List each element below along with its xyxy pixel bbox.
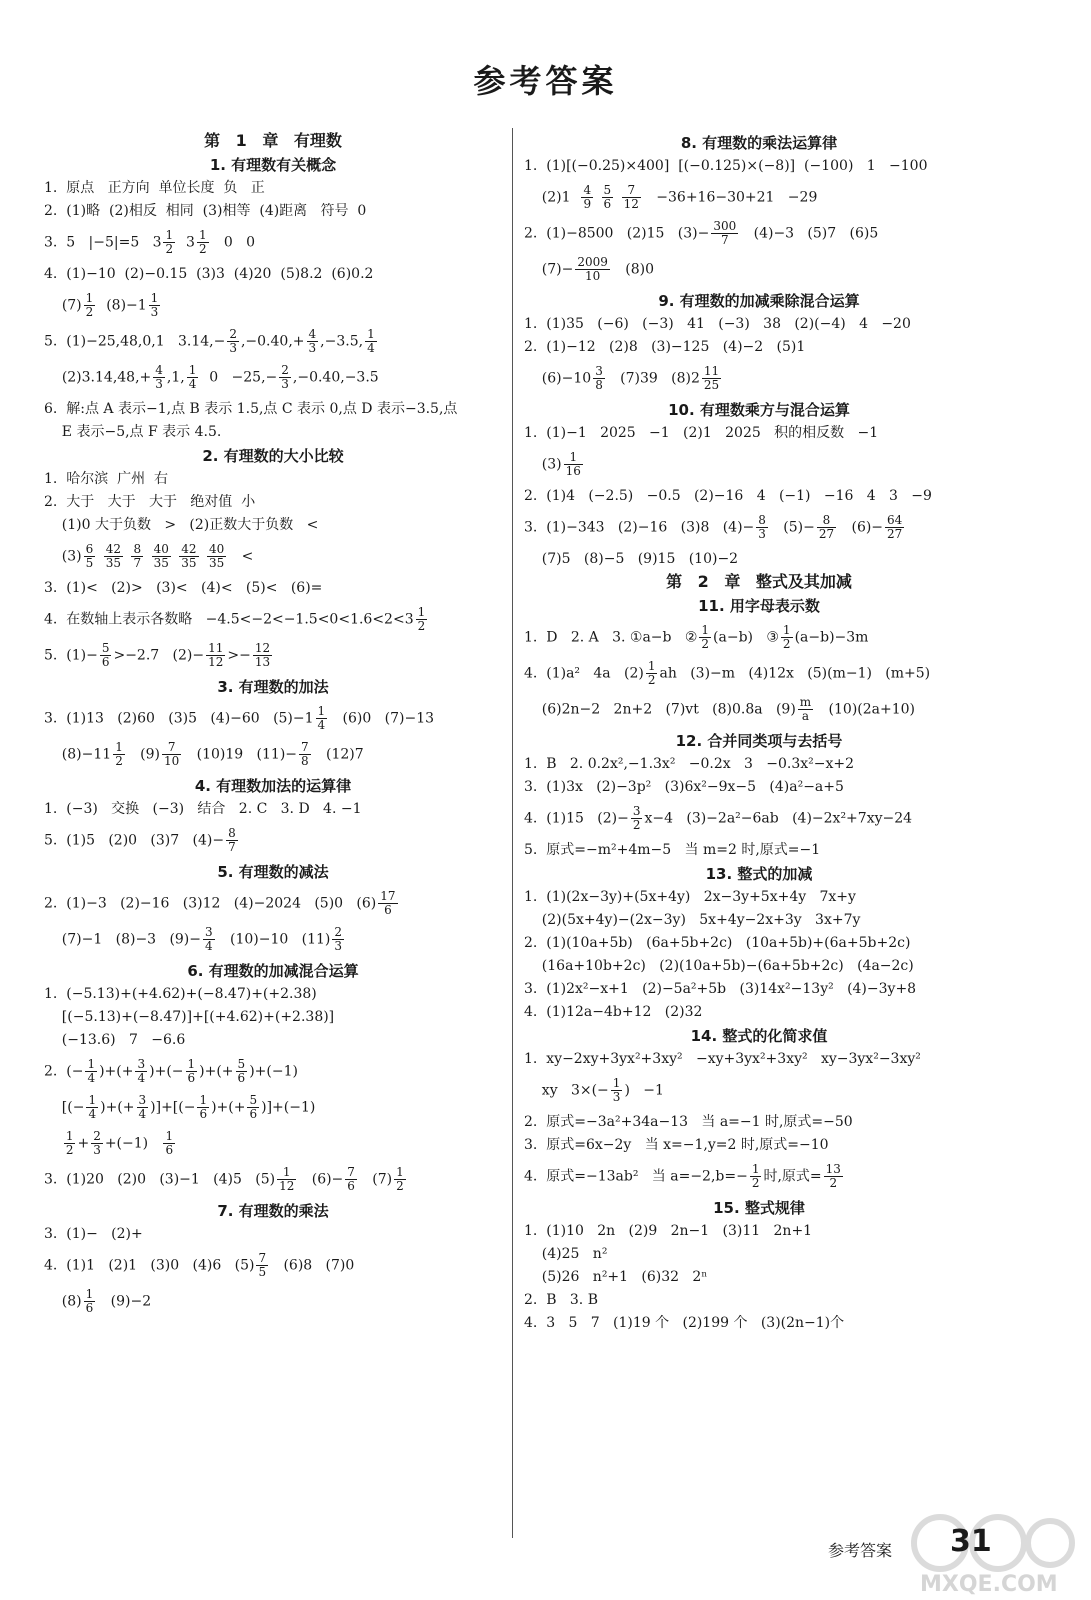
fraction-denominator: 6 [249, 1107, 258, 1121]
fraction [153, 364, 165, 391]
fraction-numerator: 8 [817, 514, 836, 528]
section-heading: 11. 用字母表示数 [698, 597, 820, 615]
fraction [646, 660, 658, 687]
fraction [365, 328, 377, 355]
fraction-numerator: 1 [277, 1166, 296, 1180]
fraction-numerator: 1 [317, 704, 326, 718]
fraction-numerator: 7 [258, 1251, 267, 1265]
answer-line: 1. 哈尔滨 广州 右 [44, 471, 169, 487]
fraction-numerator: 1 [88, 1093, 97, 1107]
fraction-numerator: 3 [595, 364, 603, 378]
answer-line: 5. (1)−25,48,0,1 3.14,− $\frac{2}{3}$ ,−0.40,+ $\frac{4}{3}$ ,−3.5, $\frac{1}{4}$ [44, 327, 375, 355]
fraction-denominator: a [801, 709, 810, 723]
fraction-denominator: 35 [105, 556, 122, 570]
answer-line: 3. (1)−343 (2)−16 (3)8 (4)− $\frac{8}{3}$ (5)− $\frac{8}{27}$ (6)− $\frac{64}{27}$ [524, 513, 903, 541]
fraction [781, 624, 793, 651]
answer-line: $\frac{1}{2}$ + $\frac{2}{3}$ +(−1) $\frac{1}{6}$ [65, 1129, 174, 1157]
fraction-numerator: 1 [782, 623, 791, 637]
answer-line: 3. 原式=6x−2y 当 x=−1,y=2 时,原式=−10 [524, 1137, 829, 1153]
section-heading: 5. 有理数的减法 [217, 863, 329, 881]
fraction-denominator: 2 [782, 637, 791, 651]
fraction [85, 1058, 97, 1085]
fraction-numerator: 300 [713, 219, 737, 233]
fraction-denominator: 16 [565, 464, 581, 478]
fraction-denominator: 6 [603, 197, 612, 211]
fraction-denominator: 6 [237, 1071, 246, 1085]
fraction-numerator: 17 [380, 889, 396, 903]
answer-line: (16a+10b+2c) (2)(10a+5b)−(6a+5b+2c) (4a−2c) [524, 958, 914, 974]
fraction [162, 741, 181, 768]
fraction [817, 514, 836, 541]
fraction-numerator: 3 [138, 1093, 147, 1107]
section-heading: 3. 有理数的加法 [217, 678, 329, 696]
fraction-numerator: 5 [237, 1057, 246, 1071]
answer-line: 3. (1)2x²−x+1 (2)−5a²+5b (3)14x²−13y² (4)−3y+8 [524, 981, 917, 997]
fraction-denominator: 8 [301, 754, 309, 768]
fraction-numerator: 1 [65, 1129, 74, 1143]
fraction [163, 1130, 175, 1157]
fraction [631, 805, 643, 832]
fraction [163, 229, 175, 256]
fraction-denominator: 4 [367, 341, 375, 355]
fraction-denominator: 2 [115, 754, 123, 768]
fraction-numerator: 40 [153, 542, 169, 556]
fraction-denominator: 4 [137, 1071, 146, 1085]
fraction [575, 256, 610, 283]
answer-line: 2. (1)−3 (2)−16 (3)12 (4)−2024 (5)0 (6) $\frac{17}{6}$ [44, 889, 396, 917]
fraction-numerator: 1 [417, 605, 426, 619]
answer-line: 3. (1)3x (2)−3p² (3)6x²−9x−5 (4)a²−a+5 [524, 779, 844, 795]
answer-line: 2. (1)略 (2)相反 相同 (3)相等 (4)距离 符号 0 [44, 203, 367, 219]
answer-line: E 表示−5,点 F 表示 4.5. [44, 424, 222, 440]
answer-line: 4. 3 5 7 (1)19 个 (2)199 个 (3)(2n−1)个 [524, 1315, 845, 1331]
answer-line: 2. (1)4 (−2.5) −0.5 (2)−16 4 (−1) −16 4 3 −9 [524, 488, 932, 504]
fraction-numerator: 40 [209, 542, 225, 556]
fraction [332, 926, 344, 953]
fraction-numerator: 5 [603, 183, 612, 197]
fraction-denominator: 2 [85, 305, 94, 319]
fraction-denominator: 3 [229, 341, 237, 355]
answer-line: (2)3.14,48,+ $\frac{4}{3}$ ,1, $\frac{1}{4}$ 0 −25,− $\frac{2}{3}$ ,−0.40,−3.5 [61, 363, 379, 391]
section-heading: 14. 整式的化简求值 [690, 1027, 828, 1045]
section-heading: 9. 有理数的加减乘除混合运算 [658, 292, 860, 310]
fraction [186, 1058, 198, 1085]
fraction [135, 1058, 147, 1085]
answer-line: 1. xy−2xy+3yx²+3xy² −xy+3yx²+3xy² xy−3yx²−3xy² [524, 1051, 921, 1067]
fraction-numerator: 1 [199, 1093, 208, 1107]
answer-line: 4. (1)1 (2)1 (3)0 (4)6 (5) $\frac{7}{5}$ (6)8 (7)0 [44, 1251, 355, 1279]
page-title: 参考答案 [473, 62, 618, 100]
fraction-numerator: 4 [308, 327, 317, 341]
fraction-denominator: 35 [209, 556, 225, 570]
fraction [86, 1094, 98, 1121]
fraction-denominator: 6 [101, 655, 110, 669]
fraction [227, 328, 239, 355]
fraction [699, 624, 711, 651]
fraction-denominator: 2 [65, 1143, 74, 1157]
fraction [137, 1094, 149, 1121]
fraction-numerator: 8 [228, 826, 236, 840]
fraction [622, 184, 641, 211]
fraction-numerator: 1 [751, 1162, 760, 1176]
fraction [307, 328, 319, 355]
fraction-numerator: 7 [347, 1165, 355, 1179]
fraction-numerator: 6 [85, 542, 94, 556]
fraction-numerator: m [799, 695, 812, 709]
fraction-numerator: 1 [87, 1057, 96, 1071]
fraction [187, 364, 199, 391]
fraction-denominator: 2 [165, 242, 174, 256]
fraction-denominator: 4 [88, 1107, 97, 1121]
fraction-denominator: 27 [818, 527, 835, 541]
section-heading: 15. 整式规律 [713, 1199, 805, 1217]
answer-line: 2. 原式=−3a²+34a−13 当 a=−1 时,原式=−50 [524, 1114, 853, 1130]
column-divider [512, 128, 513, 1538]
answer-line: 1. (1)−1 2025 −1 (2)1 2025 积的相反数 −1 [524, 425, 879, 441]
fraction-denominator: 4 [205, 939, 213, 953]
fraction [581, 184, 593, 211]
fraction [64, 1130, 76, 1157]
fraction-denominator: 3 [612, 1090, 621, 1104]
answer-line: (−13.6) 7 −6.6 [44, 1032, 186, 1048]
fraction-denominator: 2 [829, 1176, 838, 1190]
fraction [750, 1163, 762, 1190]
fraction-denominator: 4 [188, 377, 197, 391]
fraction-numerator: 13 [825, 1162, 841, 1176]
answer-line: 2. B 3. B [524, 1292, 598, 1308]
fraction-numerator: 5 [101, 641, 110, 655]
fraction [299, 741, 311, 768]
answer-line: (3) $\frac{1}{16}$ [524, 450, 581, 478]
fraction [131, 543, 143, 570]
answer-line: 1. (−5.13)+(+4.62)+(−8.47)+(+2.38) [44, 986, 317, 1002]
page-number: 31 [950, 1524, 992, 1559]
answer-line: (2)(5x+4y)−(2x−3y) 5x+4y−2x+3y 3x+7y [524, 912, 861, 928]
fraction-numerator: 1 [647, 659, 656, 673]
answer-line: 6. 解:点 A 表示−1,点 B 表示 1.5,点 C 表示 0,点 D 表示−3.5,点 [44, 401, 458, 417]
fraction-denominator: 7 [228, 840, 236, 854]
fraction [824, 1163, 843, 1190]
section-heading: 8. 有理数的乘法运算律 [680, 134, 838, 152]
fraction [206, 642, 225, 669]
fraction [702, 365, 721, 392]
answer-line: (7)5 (8)−5 (9)15 (10)−2 [524, 551, 739, 567]
answer-line: 2. (1)−12 (2)8 (3)−125 (4)−2 (5)1 [524, 339, 806, 355]
fraction [593, 365, 605, 392]
section-heading: 2. 有理数的大小比较 [202, 447, 344, 465]
section-heading: 7. 有理数的乘法 [217, 1202, 329, 1220]
answer-line: (8) $\frac{1}{6}$ (9)−2 [44, 1287, 152, 1315]
answer-line: (8)−11 $\frac{1}{2}$ (9) $\frac{7}{10}$ (10)19 (11)− $\frac{7}{8}$ (12)7 [44, 740, 364, 768]
fraction-denominator: 3 [93, 1143, 101, 1157]
fraction-numerator: 2 [93, 1129, 101, 1143]
fraction-denominator: 6 [199, 1107, 208, 1121]
answer-line: 3. (1)− (2)+ [44, 1226, 143, 1242]
fraction-numerator: 1 [165, 228, 174, 242]
fraction [84, 292, 96, 319]
answer-line: 3. (1)20 (2)0 (3)−1 (4)5 (5) $\frac{1}{12}$ (6)− $\frac{7}{6}$ (7) $\frac{1}{2}$ [44, 1165, 404, 1193]
fraction-denominator: 2 [701, 637, 710, 651]
fraction-numerator: 1 [188, 363, 197, 377]
fraction-denominator: 3 [334, 939, 343, 953]
section-heading: 6. 有理数的加减混合运算 [187, 962, 359, 980]
answer-line: 1. B 2. 0.2x²,−1.3x² −0.2x 3 −0.3x²−x+2 [524, 756, 855, 772]
fraction-numerator: 2 [281, 363, 289, 377]
answer-line: 1. (1)10 2n (2)9 2n−1 (3)11 2n+1 [524, 1223, 813, 1239]
answer-line: (3) $\frac{6}{5}$ $\frac{42}{35}$ $\frac{8}{7}$ $\frac{40}{35}$ $\frac{42}{35}$ $\frac{40}{35}$ < [44, 542, 254, 570]
fraction-denominator: 3 [281, 377, 289, 391]
fraction [798, 696, 813, 723]
section-heading: 10. 有理数乘方与混合运算 [668, 401, 850, 419]
fraction-denominator: 9 [583, 197, 592, 211]
fraction [277, 1166, 296, 1193]
fraction-numerator: 1 [150, 291, 159, 305]
fraction [207, 543, 226, 570]
fraction-numerator: 3 [632, 804, 641, 818]
fraction-numerator: 2 [334, 925, 343, 939]
fraction-numerator: 1 [85, 291, 94, 305]
fraction-denominator: 5 [258, 1265, 267, 1279]
fraction [104, 543, 123, 570]
chapter-heading: 第 1 章 有理数 [204, 131, 342, 150]
answer-line: 1. 原点 正方向 单位长度 负 正 [44, 180, 265, 196]
fraction-denominator: 10 [585, 269, 601, 283]
fraction [152, 543, 171, 570]
answer-line: (6)2n−2 2n+2 (7)vt (8)0.8a (9) $\frac{m}{a}$ (10)(2a+10) [524, 695, 915, 723]
answer-line: xy 3×(− $\frac{1}{3}$ ) −1 [524, 1076, 664, 1104]
left-column [44, 128, 502, 1324]
fraction [279, 364, 291, 391]
fraction-denominator: 6 [85, 1301, 94, 1315]
answer-line: 3. (1)< (2)> (3)< (4)< (5)< (6)= [44, 580, 323, 596]
fraction [611, 1077, 623, 1104]
fraction-denominator: 2 [751, 1176, 760, 1190]
fraction [84, 543, 96, 570]
fraction-denominator: 2 [632, 818, 641, 832]
answer-line: (5)26 n²+1 (6)32 2ⁿ [524, 1269, 708, 1285]
fraction [84, 1288, 96, 1315]
fraction [253, 642, 272, 669]
section-heading: 1. 有理数有关概念 [209, 156, 337, 174]
answer-line: 5. (1)5 (2)0 (3)7 (4)− $\frac{8}{7}$ [44, 826, 236, 854]
fraction [711, 220, 738, 247]
section-heading: 4. 有理数加法的运算律 [194, 777, 352, 795]
fraction [885, 514, 904, 541]
fraction-denominator: 6 [347, 1179, 355, 1193]
fraction-denominator: 6 [165, 1143, 174, 1157]
fraction-numerator: 4 [583, 183, 592, 197]
fraction-numerator: 5 [249, 1093, 258, 1107]
fraction [179, 543, 198, 570]
fraction-denominator: 7 [133, 556, 142, 570]
fraction-numerator: 64 [887, 513, 903, 527]
fraction [91, 1130, 103, 1157]
fraction [345, 1166, 357, 1193]
fraction-denominator: 4 [87, 1071, 96, 1085]
fraction-denominator: 13 [254, 655, 271, 669]
answer-line: 2. (1)(10a+5b) (6a+5b+2c) (10a+5b)+(6a+5b+2c) [524, 935, 911, 951]
fraction-denominator: 3 [308, 341, 317, 355]
fraction-denominator: 3 [758, 527, 766, 541]
fraction-numerator: 1 [198, 228, 207, 242]
fraction-denominator: 4 [138, 1107, 147, 1121]
fraction [203, 926, 215, 953]
answer-line: 5. 原式=−m²+4m−5 当 m=2 时,原式=−1 [524, 842, 821, 858]
answer-line: 2. 大于 大于 大于 绝对值 小 [44, 494, 256, 510]
fraction-denominator: 8 [595, 378, 603, 392]
answer-line: 3. (1)13 (2)60 (3)5 (4)−60 (5)−1 $\frac{1}{4}$ (6)0 (7)−13 [44, 704, 435, 732]
fraction-denominator: 6 [187, 1071, 196, 1085]
answer-line: [(−5.13)+(−8.47)]+[(+4.62)+(+2.38)] [44, 1009, 335, 1025]
answer-line: 4. (1)12a−4b+12 (2)32 [524, 1004, 703, 1020]
fraction [378, 890, 397, 917]
fraction-denominator: 12 [279, 1179, 295, 1193]
fraction-numerator: 11 [208, 641, 224, 655]
fraction-denominator: 7 [720, 233, 729, 247]
fraction-denominator: 4 [317, 718, 326, 732]
fraction-numerator: 12 [254, 641, 271, 655]
fraction-denominator: 6 [384, 903, 392, 917]
fraction-numerator: 3 [205, 925, 213, 939]
answer-line: (7)−1 (8)−3 (9)− $\frac{3}{4}$ (10)−10 (11) $\frac{2}{3}$ [44, 925, 343, 953]
fraction-numerator: 1 [396, 1165, 404, 1179]
fraction-numerator: 4 [155, 363, 163, 377]
fraction-denominator: 25 [703, 378, 720, 392]
answer-line: 1. (1)35 (−6) (−3) 41 (−3) 38 (2)(−4) 4 −20 [524, 316, 911, 332]
answer-line: 4. 在数轴上表示各数略 −4.5<−2<−1.5<0<1.6<2<3 $\frac{1}{2}$ [44, 605, 426, 633]
answer-line: 4. (1)−10 (2)−0.15 (3)3 (4)20 (5)8.2 (6)0.2 [44, 266, 374, 282]
answer-line: (2)1 $\frac{4}{9}$ $\frac{5}{6}$ $\frac{7}{12}$ −36+16−30+21 −29 [524, 183, 818, 211]
fraction-denominator: 35 [181, 556, 197, 570]
fraction-numerator: 3 [137, 1057, 146, 1071]
fraction [247, 1094, 259, 1121]
fraction-numerator: 1 [85, 1287, 94, 1301]
answer-line: 4. (1)a² 4a (2) $\frac{1}{2}$ ah (3)−m (4)12x (5)(m−1) (m+5) [524, 659, 931, 687]
fraction-numerator: 8 [133, 542, 142, 556]
fraction-denominator: 2 [396, 1179, 404, 1193]
fraction [197, 229, 209, 256]
answer-line: 4. (1)15 (2)− $\frac{3}{2}$ x−4 (3)−2a²−6ab (4)−2x²+7xy−24 [524, 804, 913, 832]
answer-line: (1)0 大于负数 > (2)正数大于负数 < [44, 517, 319, 533]
answer-line: (7) $\frac{1}{2}$ (8)−1 $\frac{1}{3}$ [61, 291, 159, 319]
fraction [256, 1252, 268, 1279]
fraction-numerator: 1 [612, 1076, 621, 1090]
fraction [113, 741, 125, 768]
chapter-heading: 第 2 章 整式及其加减 [666, 572, 852, 591]
fraction-denominator: 2 [647, 673, 656, 687]
right-column [524, 128, 994, 1337]
answer-line: 1. (1)[(−0.25)×400] [(−0.125)×(−8)] (−100) 1 −100 [524, 158, 928, 174]
fraction-numerator: 1 [564, 451, 583, 465]
answer-line: 1. (1)(2x−3y)+(5x+4y) 2x−3y+5x+4y 7x+y [524, 889, 856, 905]
answer-line: 2. (1)−8500 (2)15 (3)− $\frac{300}{7}$ (4)−3 (5)7 (6)5 [524, 219, 879, 247]
fraction-numerator: 7 [162, 741, 181, 755]
answer-line: [(− $\frac{1}{4}$ )+(+ $\frac{3}{4}$ )]+[(− $\frac{1}{6}$ )+(+ $\frac{5}{6}$ )]+(−1) [44, 1093, 316, 1121]
section-heading: 13. 整式的加减 [705, 865, 813, 883]
answer-line: 2. (− $\frac{1}{4}$ )+(+ $\frac{3}{4}$ )+(− $\frac{1}{6}$ )+(+ $\frac{5}{6}$ )+(−1) [44, 1057, 298, 1085]
fraction-denominator: 2 [417, 619, 426, 633]
fraction-numerator: 1 [187, 1057, 196, 1071]
fraction-numerator: 7 [622, 184, 641, 198]
fraction [416, 606, 428, 633]
fraction-denominator: 12 [208, 655, 224, 669]
fraction-numerator: 2 [229, 327, 237, 341]
answer-line: 3. 5 |−5|=5 3 $\frac{1}{2}$ 3 $\frac{1}{2}$ 0 0 [44, 228, 256, 256]
fraction-numerator: 8 [758, 513, 766, 527]
fraction [316, 705, 328, 732]
fraction-denominator: 5 [85, 556, 94, 570]
fraction-numerator: 11 [703, 364, 720, 378]
fraction-numerator: 1 [367, 327, 375, 341]
fraction-numerator: 2009 [577, 255, 608, 269]
fraction [226, 827, 238, 854]
answer-line: (6)−10 $\frac{3}{8}$ (7)39 (8)2 $\frac{11}{25}$ [524, 364, 720, 392]
fraction-numerator: 1 [165, 1129, 174, 1143]
answer-line: 5. (1)− $\frac{5}{6}$ >−2.7 (2)− $\frac{11}{12}$ >− $\frac{12}{13}$ [44, 641, 271, 669]
fraction-denominator: 2 [198, 242, 207, 256]
fraction-numerator: 1 [115, 740, 123, 754]
footer-label: 参考答案 [828, 1541, 893, 1560]
fraction-denominator: 3 [150, 305, 159, 319]
section-heading: 12. 合并同类项与去括号 [675, 732, 843, 750]
answer-line: (4)25 n² [524, 1246, 608, 1262]
fraction-denominator: 35 [153, 556, 169, 570]
fraction-denominator: 27 [887, 527, 903, 541]
fraction [756, 514, 768, 541]
fraction-denominator: 10 [164, 754, 180, 768]
fraction [602, 184, 614, 211]
fraction-denominator: 12 [623, 197, 639, 211]
fraction [564, 451, 583, 478]
fraction [236, 1058, 248, 1085]
fraction-numerator: 7 [301, 740, 309, 754]
answer-line: 1. D 2. A 3. ①a−b ② $\frac{1}{2}$ (a−b) ③ $\frac{1}{2}$ (a−b)−3m [524, 623, 869, 651]
answer-line: 1. (−3) 交换 (−3) 结合 2. C 3. D 4. −1 [44, 801, 362, 817]
fraction [100, 642, 112, 669]
answer-line: (7)− $\frac{2009}{10}$ (8)0 [524, 255, 655, 283]
fraction [394, 1166, 406, 1193]
fraction-numerator: 42 [105, 542, 122, 556]
fraction [197, 1094, 209, 1121]
fraction [149, 292, 161, 319]
fraction-denominator: 3 [155, 377, 163, 391]
watermark-text: MXQE.COM [920, 1572, 1058, 1597]
answer-line: 4. 原式=−13ab² 当 a=−2,b=− $\frac{1}{2}$ 时,原式= $\frac{13}{2}$ [524, 1162, 841, 1190]
fraction-numerator: 42 [181, 542, 197, 556]
fraction-numerator: 1 [701, 623, 710, 637]
